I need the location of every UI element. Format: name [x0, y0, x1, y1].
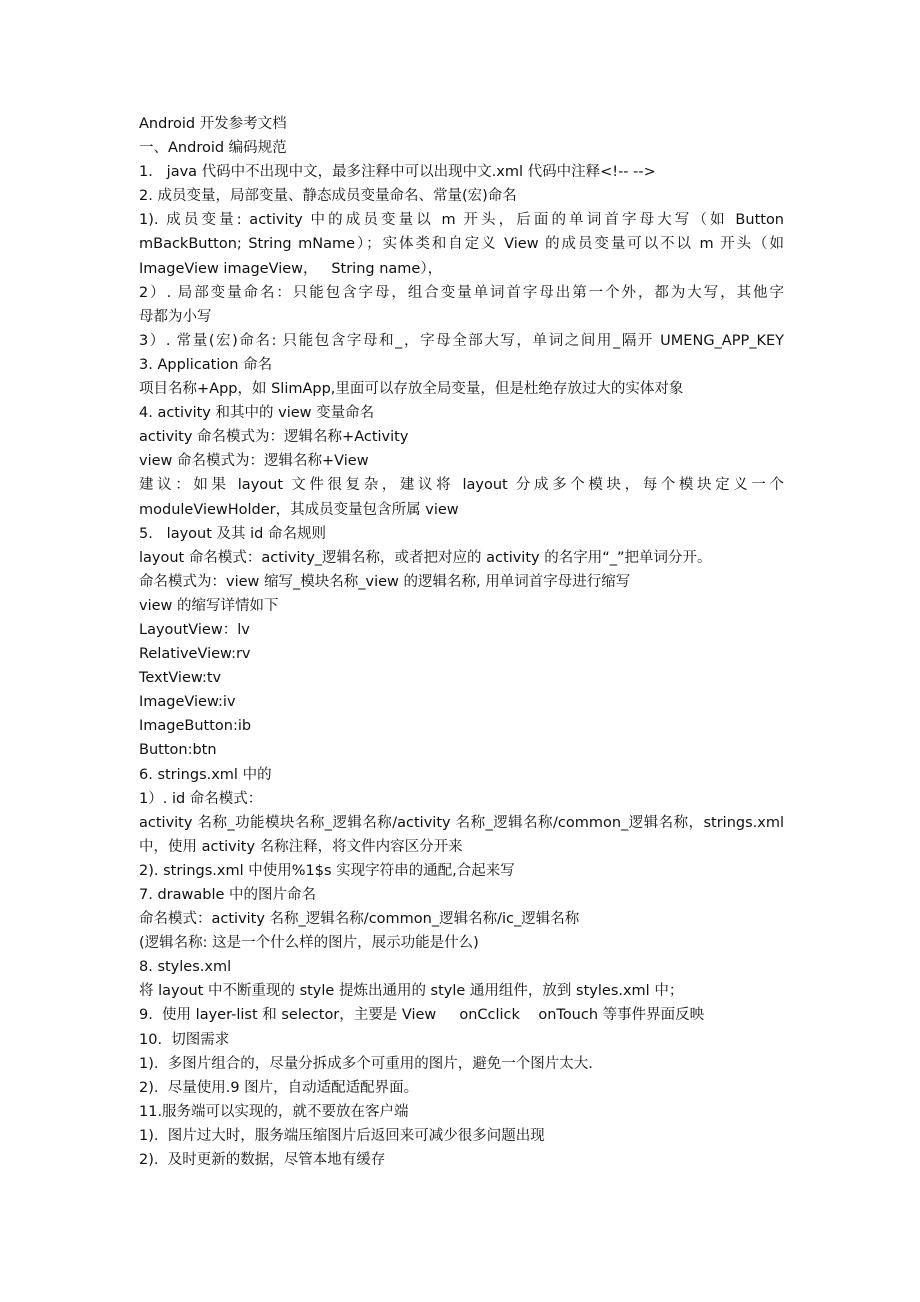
- text-line: 2). strings.xml 中使用%1$s 实现字符串的通配,合起来写: [139, 862, 515, 879]
- text-line: 1. java 代码中不出现中文，最多注释中可以出现中文.xml 代码中注释<!-- -->: [139, 164, 656, 181]
- text-line: 2. 成员变量，局部变量、静态成员变量命名、常量(宏)命名: [139, 188, 517, 205]
- text-line: ImageView imageView， String name），: [139, 260, 443, 277]
- text-line: activity 名称_功能模块名称_逻辑名称/activity 名称_逻辑名称/common_逻辑名称，strings.xml: [139, 814, 784, 831]
- text-line: 1). 图片过大时，服务端压缩图片后返回来可减少很多问题出现: [139, 1127, 545, 1144]
- text-line: 2）. 局部变量命名：只能包含字母，组合变量单词首字母出第一个外，都为大写，其他字: [139, 284, 784, 301]
- section-heading: 一、Android 编码规范: [139, 140, 287, 157]
- text-line: 1). 多图片组合的，尽量分拆成多个可重用的图片，避免一个图片太大.: [139, 1055, 593, 1072]
- text-line: 6. strings.xml 中的: [139, 766, 272, 783]
- text-line: moduleViewHolder，其成员变量包含所属 view: [139, 501, 459, 518]
- text-line: 10. 切图需求: [139, 1031, 230, 1048]
- text-line: 命名模式：activity 名称_逻辑名称/common_逻辑名称/ic_逻辑名称: [139, 911, 580, 928]
- text-line: 2). 尽量使用.9 图片，自动适配适配界面。: [139, 1079, 419, 1096]
- text-line: LayoutView：lv: [139, 621, 250, 638]
- document-title: Android 开发参考文档: [139, 116, 287, 132]
- text-line: 建议：如果 layout 文件很复杂，建议将 layout 分成多个模块，每个模块定义一个: [139, 477, 784, 494]
- text-line: 7. drawable 中的图片命名: [139, 887, 317, 903]
- text-line: TextView:tv: [139, 670, 222, 687]
- text-line: 1）. id 命名模式：: [139, 790, 263, 807]
- text-line: 5. layout 及其 id 命名规则: [139, 525, 326, 542]
- text-line: view 命名模式为：逻辑名称+View: [139, 453, 369, 470]
- text-line: 9. 使用 layer-list 和 selector，主要是 View onCclick onTouch 等事件界面反映: [139, 1007, 705, 1024]
- text-line: mBackButton; String mName）；实体类和自定义 View 的成员变量可以不以 m 开头（如: [139, 236, 784, 253]
- text-line: 3）. 常量(宏)命名: 只能包含字母和_，字母全部大写，单词之间用_隔开 UMENG_APP_KEY: [139, 332, 784, 349]
- text-line: 中，使用 activity 名称注释，将文件内容区分开来: [139, 838, 463, 855]
- document-body: [139, 112, 784, 1172]
- text-line: ImageView:iv: [139, 694, 236, 711]
- text-line: ImageButton:ib: [139, 718, 252, 735]
- text-line: 2). 及时更新的数据，尽管本地有缓存: [139, 1152, 386, 1169]
- text-line: Button:btn: [139, 742, 217, 759]
- text-line: 将 layout 中不断重现的 style 提炼出通用的 style 通用组件，放到 styles.xml 中；: [139, 983, 684, 1000]
- text-line: (逻辑名称: 这是一个什么样的图片，展示功能是什么): [139, 935, 479, 952]
- text-line: 11.服务端可以实现的，就不要放在客户端: [139, 1103, 409, 1120]
- text-line: view 的缩写详情如下: [139, 597, 279, 614]
- text-line: activity 命名模式为：逻辑名称+Activity: [139, 429, 409, 446]
- text-line: 1). 成员变量: activity 中的成员变量以 m 开头，后面的单词首字母大写（如 Button: [139, 212, 784, 229]
- text-line: RelativeView:rv: [139, 646, 251, 663]
- text-line: 命名模式为：view 缩写_模块名称_view 的逻辑名称, 用单词首字母进行缩写: [139, 573, 631, 590]
- text-line: 母都为小写: [139, 308, 212, 325]
- text-line: layout 命名模式：activity_逻辑名称，或者把对应的 activity 的名字用“_”把单词分开。: [139, 549, 712, 566]
- text-line: 8. styles.xml: [139, 959, 232, 976]
- text-line: 3. Application 命名: [139, 356, 273, 373]
- text-line: 项目名称+App，如 SlimApp,里面可以存放全局变量，但是杜绝存放过大的实体对象: [139, 381, 684, 398]
- text-line: 4. activity 和其中的 view 变量命名: [139, 405, 375, 422]
